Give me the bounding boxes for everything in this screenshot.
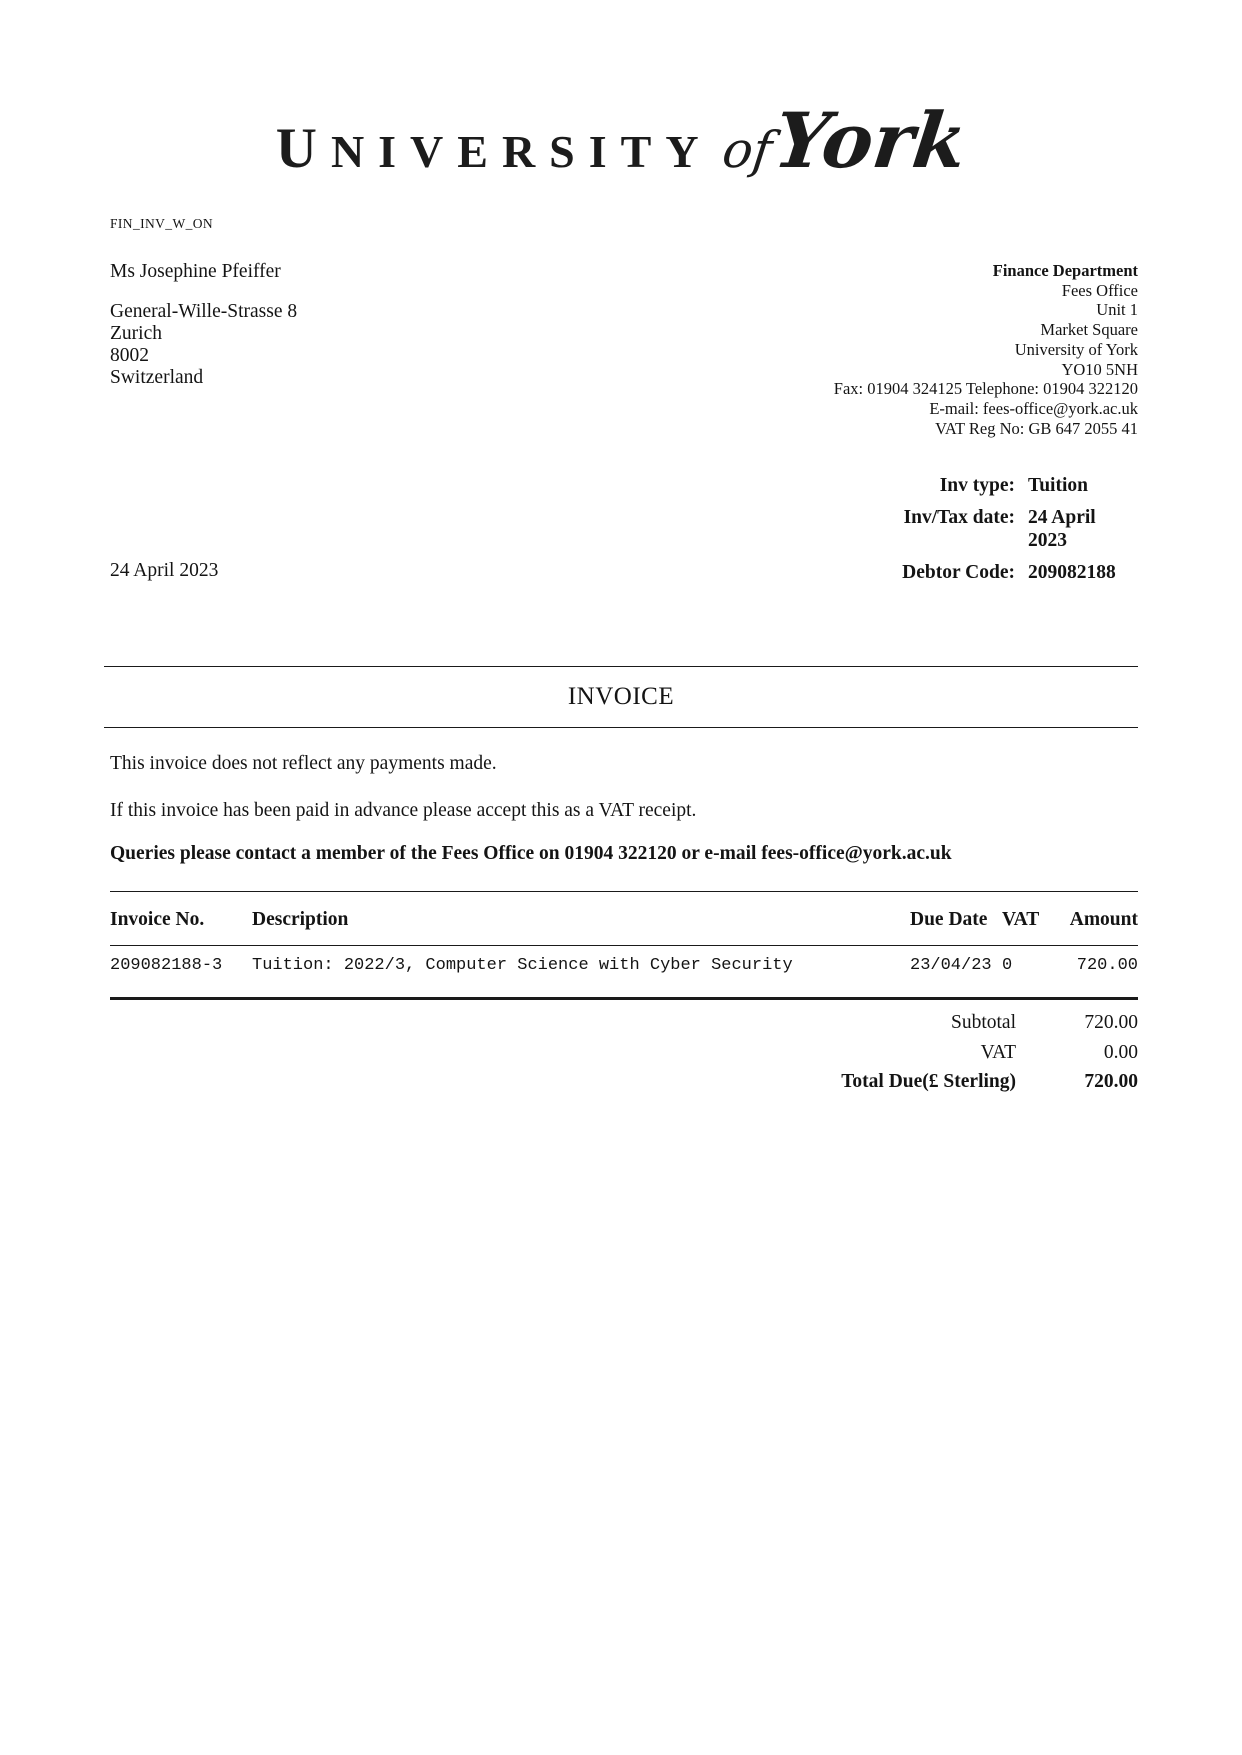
invoice-meta-block: [902, 474, 1138, 593]
subtotal-label: Subtotal: [950, 1012, 1016, 1033]
inv-tax-date-value: 24 April 2023: [1028, 507, 1096, 551]
cell-description: Tuition: 2022/3, Computer Science with Cyber Security: [252, 956, 793, 975]
sender-fax-telephone: Fax: 01904 324125 Telephone: 01904 322120: [833, 379, 1138, 399]
line-items-table: [110, 891, 1138, 1000]
cell-vat: 0: [1002, 956, 1013, 975]
invoice-date: 24 April 2023: [110, 560, 219, 581]
table-row: [110, 946, 1138, 1000]
recipient-address-line: Zurich: [110, 323, 162, 344]
sender-address-block: [834, 261, 1138, 438]
document-code: FIN_INV_W_ON: [110, 216, 214, 231]
queries-contact-note: Queries please contact a member of the Fees Office on 01904 322120 or e-mail fees-office@york.ac.uk: [110, 843, 952, 864]
vat-total-value: 0.00: [1103, 1041, 1138, 1063]
cell-invoice-no: 209082188-3: [110, 956, 223, 975]
recipient-address-line: Switzerland: [110, 367, 204, 388]
debtor-code-label: Debtor Code:: [902, 562, 1015, 583]
logo-word-of: of: [719, 121, 775, 179]
recipient-address-line: General-Wille-Strasse 8: [110, 301, 298, 322]
sender-address-line: University of York: [1014, 339, 1138, 359]
cell-due-date: 23/04/23: [910, 956, 992, 975]
total-due-value: 720.00: [1084, 1071, 1138, 1092]
divider-above-title: [104, 666, 1138, 667]
inv-type-value: Tuition: [1028, 475, 1088, 496]
header-amount: Amount: [1069, 909, 1138, 930]
header-due-date: Due Date: [910, 909, 988, 930]
sender-address-line: Unit 1: [1096, 300, 1138, 320]
totals-block: [110, 1008, 1138, 1097]
header-invoice-no: Invoice No.: [110, 909, 205, 930]
total-due-label: Total Due(£ Sterling): [841, 1071, 1016, 1092]
inv-tax-date-row: [902, 506, 1138, 552]
debtor-code-row: [902, 561, 1138, 584]
inv-tax-date-label: Inv/Tax date:: [903, 507, 1015, 528]
header-vat: VAT: [1002, 909, 1040, 930]
sender-vat-reg-no: VAT Reg No: GB 647 2055 41: [935, 418, 1138, 438]
inv-type-row: [902, 474, 1138, 497]
vat-total-label: VAT: [980, 1041, 1016, 1063]
cell-amount: 720.00: [1076, 956, 1138, 975]
table-header-row: [110, 892, 1138, 946]
sender-email: E-mail: fees-office@york.ac.uk: [929, 398, 1138, 418]
subtotal-value: 720.00: [1084, 1012, 1138, 1033]
logo-word-university: UNIVERSITY: [275, 117, 713, 180]
logo-word-york: York: [769, 96, 972, 185]
sender-address-line: Market Square: [1040, 320, 1138, 340]
payments-note: This invoice does not reflect any payments made.: [110, 753, 497, 774]
page-title: INVOICE: [567, 683, 675, 710]
total-due-row: [110, 1067, 1138, 1097]
recipient-address-block: [110, 260, 297, 389]
sender-department: Finance Department: [992, 261, 1138, 280]
recipient-address-lines: [110, 301, 297, 389]
university-of-york-logo: [0, 96, 1242, 185]
sender-address-line: YO10 5NH: [1061, 359, 1138, 379]
vat-total-row: [110, 1038, 1138, 1068]
sender-address-line: Fees Office: [1061, 280, 1138, 300]
inv-type-label: Inv type:: [939, 475, 1015, 496]
header-description: Description: [252, 909, 349, 930]
recipient-address-line: 8002: [110, 345, 149, 366]
subtotal-row: [110, 1008, 1138, 1038]
debtor-code-value: 209082188: [1028, 562, 1116, 583]
vat-receipt-note: If this invoice has been paid in advance please accept this as a VAT receipt.: [110, 800, 697, 821]
divider-below-title: [104, 727, 1138, 728]
recipient-name: Ms Josephine Pfeiffer: [110, 261, 281, 282]
